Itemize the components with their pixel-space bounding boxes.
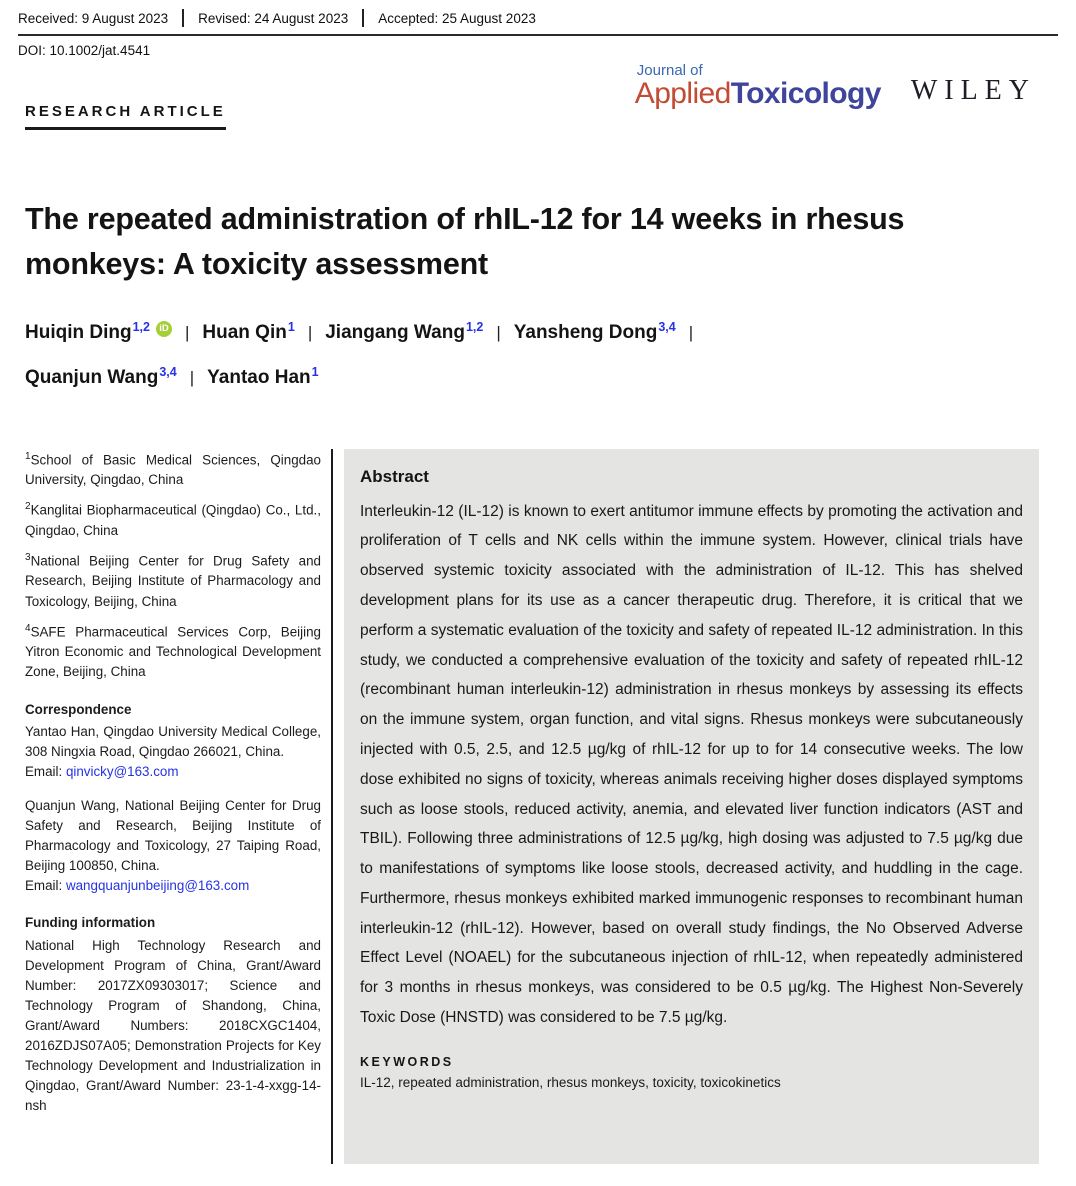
abstract-text: Interleukin-12 (IL-12) is known to exert antitumor immune effects by promoting the activation and proliferation of T cells and NK cells within the immune system. However, clinical trials have observed systemic toxicity associated with the administration of IL-12. This has shelved development plans for its use as a cancer therapeutic drug. Therefore, it is critical that we perform a systematic evaluation of the toxicity and safety of repeated IL-12 administration. In this study, we conducted a comprehensive evaluation of the toxicity and safety of repeated rhIL-12 (recombinant human interleukin-12) administration in rhesus monkeys by assessing its effects on the immune system, organ function, and vital signs. Rhesus monkeys were subcutaneously injected with 0.5, 2.5, and 12.5 µg/kg of rhIL-12 for up to for 14 consecutive weeks. The low dose exhibited no signs of toxicity, whereas animals receiving higher doses displayed symptoms such as loose stools, reduced activity, anemia, and elevated liver function indicators (AST and TBIL). Following three administrations of 12.5 µg/kg, high dosing was adjusted to 7.5 µg/kg due to manifestations of symptoms like loose stools, decreased activity, and huddling in the cage. Furthermore, rhesus monkeys exhibited marked immunogenic responses to recombinant human interleukin-12 (rhIL-12). However, based on overall study findings, the No Observed Adverse Effect Level (NOAEL) for the subcutaneous injection of rhIL-12, when repeatedly administered for 3 months in rhesus monkeys, was considered to be 0.5 µg/kg. The Highest Non-Severely Toxic Dose (HNSTD) was considered to be 7.5 µg/kg.: [360, 502, 1023, 1027]
author-affiliation-sup: 1,2: [132, 319, 150, 334]
abstract-panel: [344, 449, 1039, 1164]
author-separator: |: [688, 323, 694, 343]
funding-heading: Funding information: [25, 915, 156, 931]
author-name: Yantao Han: [207, 366, 311, 388]
separator-bar: [182, 9, 184, 27]
abstract-heading: Abstract: [360, 466, 429, 486]
correspondence-entry: [25, 722, 321, 782]
affiliation-text: National Beijing Center for Drug Safety and Research, Beijing Institute of Pharmacology and Toxicology, Beijing, China: [25, 553, 321, 609]
article-type-label: RESEARCH ARTICLE: [25, 103, 226, 130]
author: [25, 319, 172, 344]
journal-logo-toxicology: Toxicology: [730, 77, 881, 110]
author-affiliation-sup: 3,4: [658, 319, 676, 334]
affiliation-text: SAFE Pharmaceutical Services Corp, Beijing Yitron Economic and Technological Development Zone, Beijing, China: [25, 624, 321, 680]
column-divider: [331, 449, 333, 1164]
orcid-icon[interactable]: iD: [156, 321, 172, 337]
email-link[interactable]: wangquanjunbeijing@163.com: [65, 878, 250, 894]
email-label: Email:: [25, 878, 66, 894]
author-list: [25, 311, 1016, 400]
journal-logo-line1: Journal of: [636, 62, 703, 79]
left-sidebar: [25, 449, 321, 1164]
affiliation-item: [25, 550, 321, 612]
correspondence-entry: [25, 796, 321, 897]
keywords-heading: KEYWORDS: [360, 1054, 454, 1069]
article-title: The repeated administration of rhIL-12 for 14 weeks in rhesus monkeys: A toxicity assessment: [25, 202, 905, 282]
journal-brand: [635, 63, 1036, 110]
separator-bar: [362, 9, 364, 27]
keywords-text: IL-12, repeated administration, rhesus monkeys, toxicity, toxicokinetics: [360, 1074, 781, 1090]
author-affiliation-sup: 1: [311, 364, 319, 379]
funding-text: National High Technology Research and Development Program of China, Grant/Award Number: 2017ZX09303017; Science and Technology Program of Shandong, China, Grant/Award Numbers: 2018CXGC1404, 2016ZDJS07A05; Demonstration Projects for Key Technology Development and Industrialization in Qingdao, Grant/Award Number: 23-1-4-xxgg-14-nsh: [25, 937, 321, 1114]
author-affiliation-sup: 3,4: [159, 364, 177, 379]
author: [202, 319, 295, 344]
author-separator: |: [184, 323, 190, 343]
accepted-date: Accepted: 25 August 2023: [378, 10, 536, 26]
journal-logo: [635, 63, 881, 110]
author-name: Huan Qin: [202, 322, 287, 344]
correspondence-heading: Correspondence: [25, 701, 132, 717]
journal-logo-applied: Applied: [634, 77, 731, 110]
affiliation-number: 2: [25, 501, 31, 513]
author-affiliation-sup: 1,2: [465, 319, 484, 334]
revised-date: Revised: 24 August 2023: [198, 10, 349, 26]
author-name: Yansheng Dong: [513, 322, 658, 344]
author-name: Quanjun Wang: [25, 366, 159, 388]
affiliation-item: [25, 499, 321, 541]
correspondence-text: Quanjun Wang, National Beijing Center for Drug Safety and Research, Beijing Institute of Pharmacology and Toxicology, 27 Taiping Road, Beijing 100850, China.: [25, 797, 321, 874]
author: [325, 319, 484, 344]
email-label: Email:: [25, 763, 66, 779]
page-header: [18, 43, 1058, 155]
doi-text: DOI: 10.1002/jat.4541: [18, 43, 151, 58]
journal-logo-name: [635, 78, 881, 110]
author-affiliation-sup: 1: [287, 319, 295, 334]
author: [25, 364, 177, 388]
author-separator: |: [496, 323, 501, 343]
author-name: Jiangang Wang: [325, 322, 465, 344]
dates-bar: [18, 9, 1058, 36]
correspondence-text: Yantao Han, Qingdao University Medical College, 308 Ningxia Road, Qingdao 266021, China.: [25, 723, 321, 759]
affiliation-item: [25, 449, 321, 491]
affiliation-item: [25, 621, 321, 683]
affiliation-number: 1: [25, 450, 31, 462]
affiliations-list: [25, 449, 321, 683]
author-separator: |: [307, 323, 313, 343]
author-separator: |: [189, 367, 195, 387]
author-name: Huiqin Ding: [25, 322, 132, 344]
main-columns: [25, 449, 1036, 1164]
email-link[interactable]: qinvicky@163.com: [65, 763, 179, 779]
affiliation-number: 4: [25, 622, 31, 634]
affiliation-text: Kanglitai Biopharmaceutical (Qingdao) Co., Ltd., Qingdao, China: [25, 502, 321, 538]
author: [513, 319, 676, 344]
received-date: Received: 9 August 2023: [18, 10, 169, 26]
affiliation-text: School of Basic Medical Sciences, Qingdao University, Qingdao, China: [25, 452, 321, 488]
author: [207, 364, 319, 388]
wiley-logo: WILEY: [910, 75, 1036, 106]
article-first-page: [0, 9, 1076, 1164]
affiliation-number: 3: [25, 551, 31, 563]
